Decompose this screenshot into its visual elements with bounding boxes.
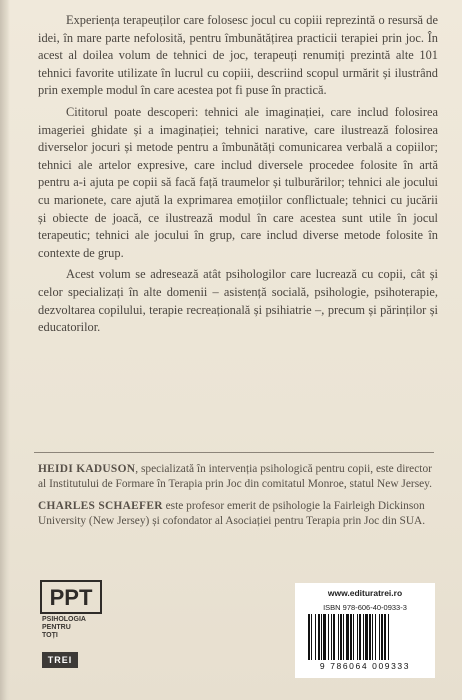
author-description: , specializată în intervenția psihologică pentru copii, este director al Institutului de Formare în Terapia prin Joc din comitatul Monroe, statul New Jersey. (38, 463, 432, 490)
barcode-bar (340, 614, 342, 660)
barcode-icon (307, 614, 423, 660)
barcode-bar (311, 614, 312, 660)
series-line: PENTRU (42, 624, 71, 631)
author-name: HEIDI KADUSON (38, 463, 136, 475)
barcode-bar (369, 614, 371, 660)
barcode-bar (350, 614, 352, 660)
barcode-bar (308, 614, 310, 660)
barcode-bar (346, 614, 349, 660)
barcode-bar (381, 614, 383, 660)
ppt-logo-mark (40, 580, 102, 614)
barcode-bar (372, 614, 373, 660)
blurb-paragraph: Experiența terapeuților care folosesc jocul cu copiii reprezintă o resursă de idei, în mare parte nefolosită, pentru îmbunătățirea practicii terapiei prin joc. În acest al doilea volum de tehnici de joc, terapeuți renumiți prezintă alte 101 tehnici favorite utilizate în lucrul cu copiii, descriind scopul urmărit și ilustrând prin exemple modul în care acestea pot fi puse în practică. (38, 13, 438, 98)
publisher-logo: TREI (42, 652, 78, 668)
barcode-bar (328, 614, 329, 660)
isbn-label: ISBN 978-606-40-0933-3 (323, 603, 407, 612)
barcode-bar (323, 614, 326, 660)
blurb (38, 12, 438, 341)
barcode-bar (318, 614, 320, 660)
barcode-number: 9 786064 009333 (319, 661, 411, 671)
author-bio (38, 462, 436, 491)
barcode-panel (295, 583, 435, 678)
logo-mark-text: PPT (49, 585, 93, 610)
blurb-paragraph: Cititorul poate descoperi: tehnici ale imaginației, care includ folosirea imageriei ghidate și a imaginației; tehnici narative, care ilustrează folosirea diverselor jocuri și metode pentru a îmbunătăți comunicarea verbală a copiilor; tehnici ale artelor expresive, care includ diversele procedee folosite în artă pentru a-i ajuta pe copii să facă față traumelor și tulburărilor; tehnici ale jocului cu marionete, care ajută la exprimarea emoțiilor conflictuale; tehnici cu jucării și obiecte de joacă, ce ilustrează modul în care acestea sunt utile în jocul terapeutic; tehnici ale jocului în grup, care includ diverse metode folosite în contexte de grup. (38, 104, 438, 260)
series-name (42, 616, 104, 640)
barcode-bar (363, 614, 364, 660)
barcode-bar (379, 614, 380, 660)
publisher-website: www.edituratrei.ro (327, 588, 403, 598)
barcode-bar (384, 614, 386, 660)
author-name: CHARLES SCHAEFER (38, 500, 163, 513)
barcode-bar (338, 614, 339, 660)
cover-edge (0, 0, 10, 700)
barcode-bar (343, 614, 344, 660)
author-bios (38, 462, 436, 536)
blurb-paragraph: Acest volum se adresează atât psihologilor care lucrează cu copii, cât și celor specializați în alte domenii – asistență socială, psihologie, psihoterapie, dezvoltarea copilului, terapie recreațională și psihiatrie –, precum și părinților și educatorilor. (38, 267, 438, 335)
author-description: este profesor emerit de psihologie la Fairleigh Dickinson University (New Jersey) și cofondator al Asociației pentru Terapia prin Joc din SUA. (38, 500, 426, 527)
barcode-bar (321, 614, 322, 660)
barcode-bar (333, 614, 335, 660)
barcode-bar (357, 614, 358, 660)
author-bio (38, 499, 436, 528)
barcode-bar (359, 614, 361, 660)
series-line: PSIHOLOGIA (42, 616, 86, 623)
series-line: TOȚI (42, 632, 58, 639)
barcode-bar (365, 614, 368, 660)
barcode-bar (388, 614, 389, 660)
barcode-bar (353, 614, 354, 660)
barcode-bar (331, 614, 332, 660)
barcode-bar (315, 614, 316, 660)
barcode-bar (375, 614, 376, 660)
series-logo (40, 580, 102, 670)
divider-line (34, 452, 434, 453)
